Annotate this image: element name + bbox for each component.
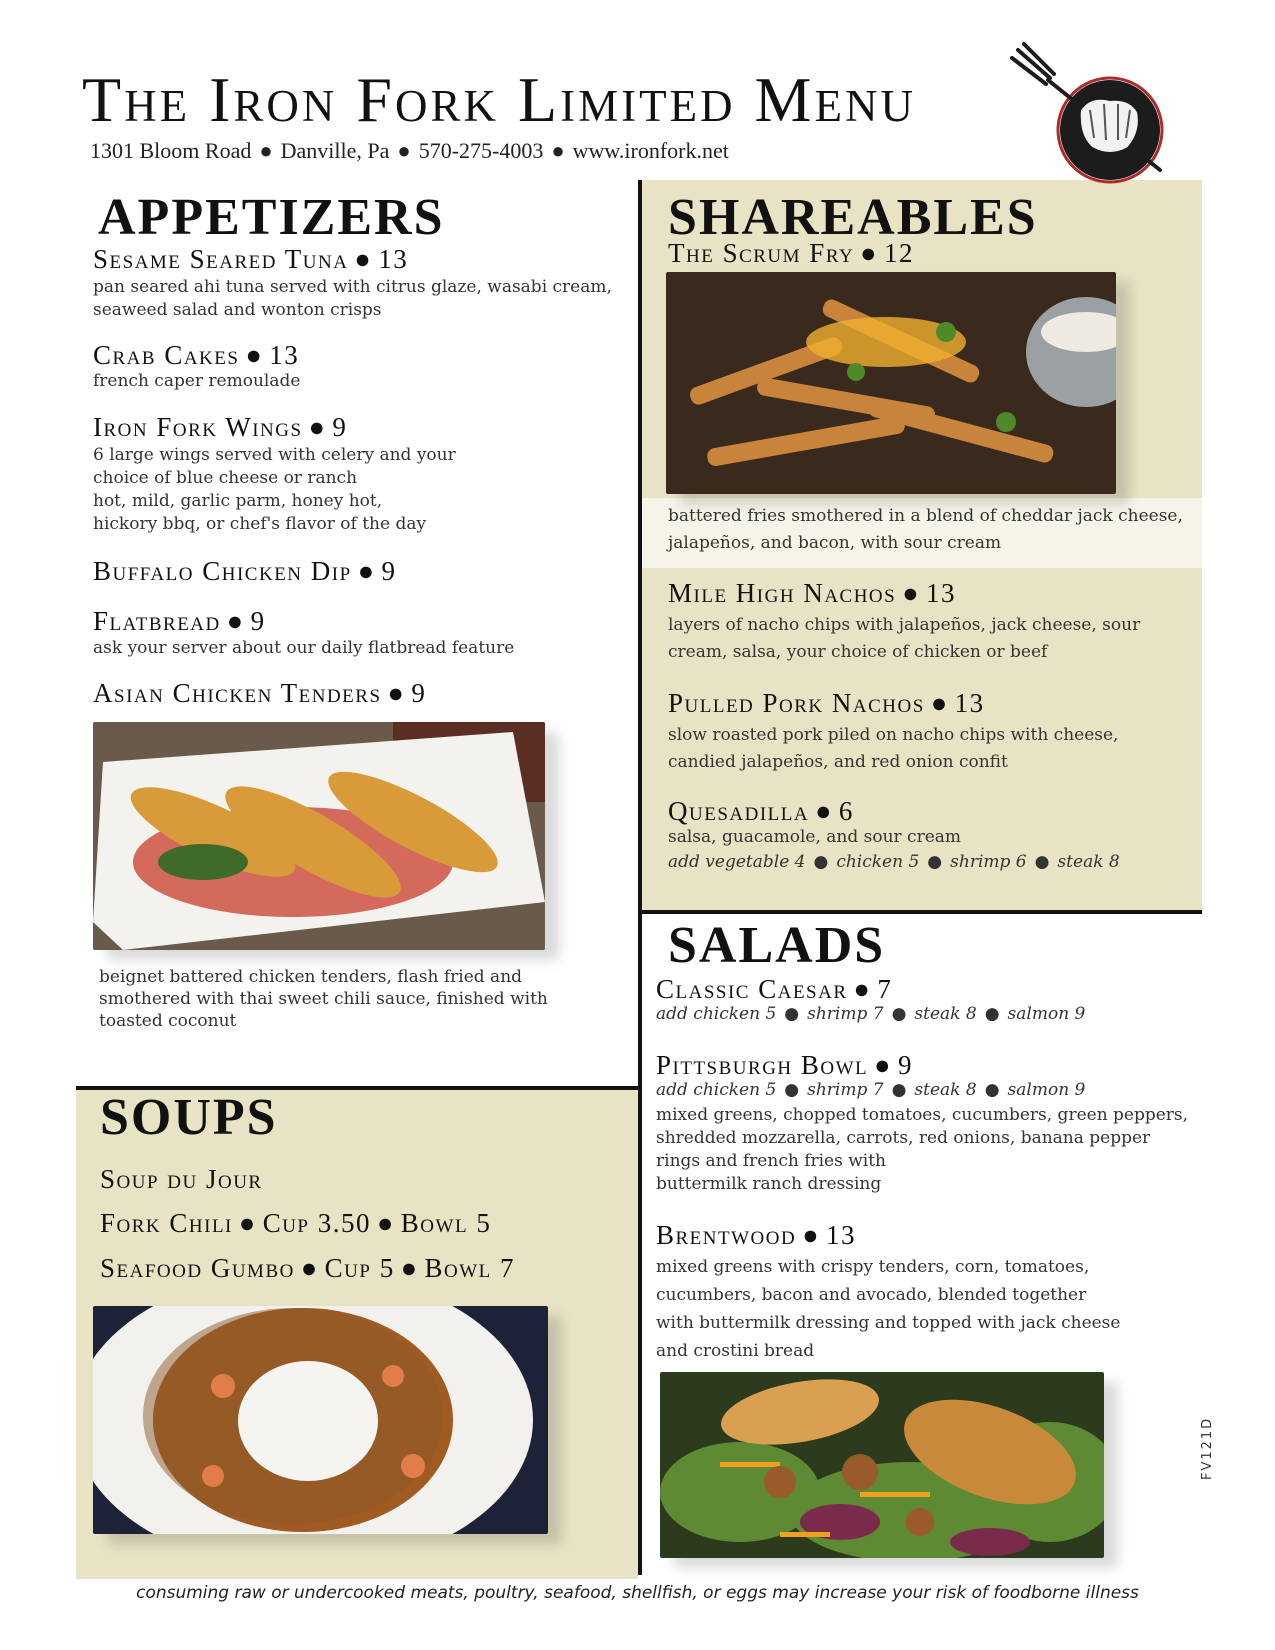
item-classic-caesar: Classic Caesar ● 7: [656, 974, 893, 1004]
item-seafood-gumbo: Seafood Gumbo ● Cup 5 ● Bowl 7: [100, 1253, 516, 1283]
item-soup-du-jour: Soup du Jour: [100, 1164, 263, 1194]
menu-code: FV121D: [1200, 1416, 1215, 1480]
brentwood-salad-photo: [660, 1372, 1104, 1558]
quesadilla-addons: add vegetable 4 ● chicken 5 ● shrimp 6 ● steak 8: [668, 852, 1120, 872]
foodborne-illness-disclaimer: consuming raw or undercooked meats, poultry, seafood, shellfish, or eggs may increase your risk of foodborne illness: [136, 1583, 1139, 1603]
sesame-seared-tuna-desc: pan seared ahi tuna served with citrus glaze, wasabi cream, seaweed salad and wonton crisps: [93, 277, 612, 320]
quesadilla-desc: salsa, guacamole, and sour cream: [668, 827, 962, 847]
pittsburgh-bowl-addons: add chicken 5 ● shrimp 7 ● steak 8 ● salmon 9: [656, 1080, 1086, 1100]
pulled-pork-nachos-desc: slow roasted pork piled on nacho chips with cheese, candied jalapeños, and red onion confit: [668, 725, 1119, 772]
item-asian-chicken-tenders: Asian Chicken Tenders ● 9: [93, 678, 427, 708]
pittsburgh-bowl-desc: mixed greens, chopped tomatoes, cucumbers, green peppers, shredded mozzarella, carrots, red onions, banana pepper rings and french fries with buttermilk ranch dressing: [656, 1105, 1189, 1194]
scrum-fry-photo: [666, 272, 1116, 494]
item-iron-fork-wings: Iron Fork Wings ● 9: [93, 412, 348, 442]
item-pittsburgh-bowl: Pittsburgh Bowl ● 9: [656, 1050, 913, 1080]
item-flatbread: Flatbread ● 9: [93, 606, 266, 636]
item-buffalo-chicken-dip: Buffalo Chicken Dip ● 9: [93, 556, 397, 586]
asian-chicken-tenders-desc: beignet battered chicken tenders, flash fried and smothered with thai sweet chili sauce, finished with toasted coconut: [99, 967, 548, 1031]
shareables-heading: SHAREABLES: [668, 189, 1038, 246]
crab-cakes-desc: french caper remoulade: [93, 371, 301, 391]
city: Danville, Pa: [280, 138, 390, 163]
asian-chicken-tenders-photo: [93, 722, 545, 950]
item-brentwood: Brentwood ● 13: [656, 1220, 857, 1250]
mile-high-nachos-desc: layers of nacho chips with jalapeños, jack cheese, sour cream, salsa, your choice of chicken or beef: [668, 615, 1141, 662]
scrum-fry-desc: battered fries smothered in a blend of cheddar jack cheese, jalapeños, and bacon, with sour cream: [668, 506, 1183, 553]
website-link[interactable]: www.ironfork.net: [572, 138, 729, 163]
address: 1301 Bloom Road: [90, 138, 252, 163]
fork-fist-logo-icon: [1010, 40, 1190, 190]
flatbread-desc: ask your server about our daily flatbread feature: [93, 638, 515, 658]
appetizers-heading: APPETIZERS: [98, 189, 445, 246]
item-pulled-pork-nachos: Pulled Pork Nachos ● 13: [668, 688, 985, 718]
soups-heading: SOUPS: [100, 1089, 278, 1146]
classic-caesar-addons: add chicken 5 ● shrimp 7 ● steak 8 ● salmon 9: [656, 1004, 1086, 1024]
contact-line: 1301 Bloom Road ● Danville, Pa ● 570-275-4003 ● www.ironfork.net: [90, 138, 729, 163]
phone: 570-275-4003: [418, 138, 544, 163]
seafood-gumbo-photo: [93, 1306, 548, 1534]
column-divider: [638, 180, 642, 1575]
item-crab-cakes: Crab Cakes ● 13: [93, 340, 300, 370]
item-the-scrum-fry: The Scrum Fry ● 12: [668, 238, 914, 268]
menu-title: The Iron Fork Limited Menu: [82, 64, 916, 135]
item-fork-chili: Fork Chili ● Cup 3.50 ● Bowl 5: [100, 1208, 492, 1238]
brentwood-desc: mixed greens with crispy tenders, corn, tomatoes, cucumbers, bacon and avocado, blended together with buttermilk dressing and topped with jack cheese and crostini bread: [656, 1257, 1121, 1361]
item-quesadilla: Quesadilla ● 6: [668, 796, 854, 826]
salads-heading: SALADS: [668, 917, 886, 974]
item-mile-high-nachos: Mile High Nachos ● 13: [668, 578, 957, 608]
iron-fork-wings-desc: 6 large wings served with celery and your choice of blue cheese or ranch hot, mild, garlic parm, honey hot, hickory bbq, or chef's flavor of the day: [93, 445, 456, 534]
item-sesame-seared-tuna: Sesame Seared Tuna ● 13: [93, 244, 409, 274]
